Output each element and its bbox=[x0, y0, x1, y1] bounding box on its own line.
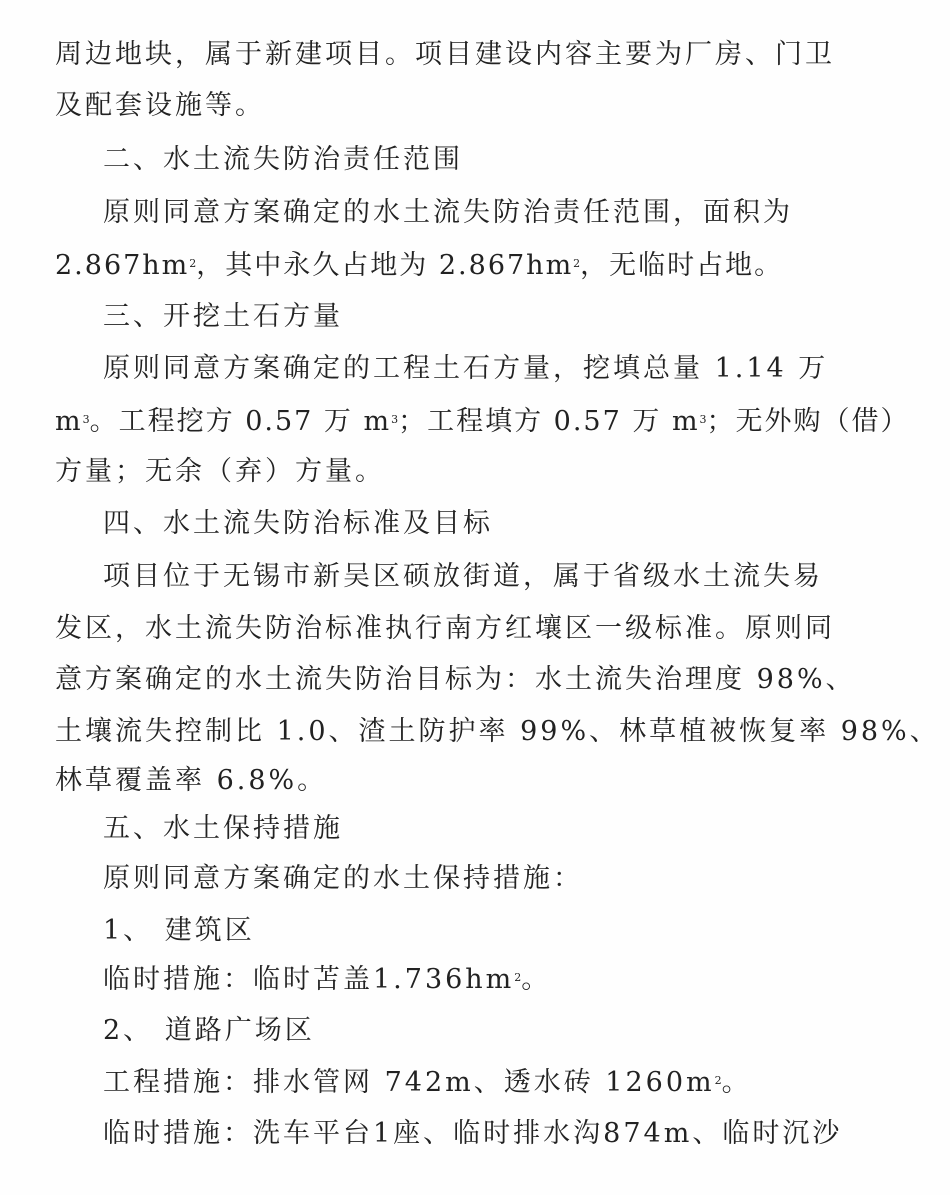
text: 土壤流失控制比 1.0、渣土防护率 99%、林草植被恢复率 98%、 bbox=[55, 716, 940, 747]
text: ，其中永久占地为 2.867hm bbox=[196, 250, 574, 281]
text: 三、开挖土石方量 bbox=[103, 301, 343, 332]
superscript: 2 bbox=[573, 257, 581, 270]
text: 发区，水土流失防治标准执行南方红壤区一级标准。原则同 bbox=[55, 613, 835, 644]
paragraph-line bbox=[55, 663, 856, 697]
text: 原则同意方案确定的工程土石方量，挖填总量 1.14 万 bbox=[103, 353, 829, 384]
text: m bbox=[55, 406, 83, 437]
text: 工程措施：排水管网 742m、透水砖 1260m bbox=[103, 1067, 715, 1098]
superscript: 2 bbox=[514, 971, 522, 984]
subsection-heading-2 bbox=[103, 1014, 315, 1048]
paragraph-line bbox=[103, 560, 823, 594]
paragraph-line bbox=[55, 764, 327, 798]
superscript: 3 bbox=[391, 413, 399, 426]
text: 林草覆盖率 6.8%。 bbox=[55, 765, 328, 796]
text: 及配套设施等。 bbox=[55, 90, 265, 121]
text: 2、 道路广场区 bbox=[103, 1015, 315, 1046]
text: 二、水土流失防治责任范围 bbox=[103, 144, 463, 175]
paragraph-line bbox=[55, 612, 835, 646]
paragraph-line bbox=[103, 1117, 842, 1151]
text: 五、水土保持措施 bbox=[103, 813, 343, 844]
text: 原则同意方案确定的水土保持措施： bbox=[103, 863, 583, 894]
paragraph-line bbox=[103, 196, 793, 230]
text: 意方案确定的水土流失防治目标为：水土流失治理度 98%、 bbox=[55, 664, 856, 695]
text: 。工程挖方 0.57 万 m bbox=[89, 406, 392, 437]
text: 1、 建筑区 bbox=[103, 915, 255, 946]
text: 原则同意方案确定的水土流失防治责任范围，面积为 bbox=[103, 197, 793, 228]
paragraph-line bbox=[103, 963, 551, 997]
text: 2.867hm bbox=[55, 250, 190, 281]
text: 。 bbox=[721, 1067, 752, 1098]
text: 临时措施：洗车平台1座、临时排水沟874m、临时沉沙 bbox=[103, 1118, 843, 1149]
paragraph-line bbox=[55, 249, 783, 283]
text: 方量；无余（弃）方量。 bbox=[55, 456, 385, 487]
text: 项目位于无锡市新吴区硕放街道，属于省级水土流失易 bbox=[103, 561, 823, 592]
text: ；工程填方 0.57 万 m bbox=[398, 406, 700, 437]
section-heading-2 bbox=[103, 143, 463, 177]
text: 。 bbox=[521, 964, 552, 995]
section-heading-4 bbox=[103, 507, 493, 541]
text: 四、水土流失防治标准及目标 bbox=[103, 508, 493, 539]
text: 周边地块，属于新建项目。项目建设内容主要为厂房、门卫 bbox=[55, 39, 835, 70]
superscript: 2 bbox=[189, 257, 197, 270]
text: ；无外购（借） bbox=[706, 406, 910, 437]
paragraph-line bbox=[55, 455, 385, 489]
superscript: 2 bbox=[714, 1074, 722, 1087]
section-heading-3 bbox=[103, 300, 343, 334]
text: ，无临时占地。 bbox=[580, 250, 784, 281]
paragraph-line bbox=[55, 89, 265, 123]
superscript: 3 bbox=[699, 413, 707, 426]
paragraph-line bbox=[55, 38, 835, 72]
paragraph-line bbox=[103, 1066, 752, 1100]
paragraph-line bbox=[103, 862, 583, 896]
superscript: 3 bbox=[82, 413, 90, 426]
text: 临时措施：临时苫盖1.736hm bbox=[103, 964, 515, 995]
paragraph-line bbox=[103, 352, 828, 386]
section-heading-5 bbox=[103, 812, 343, 846]
paragraph-line bbox=[55, 715, 940, 749]
subsection-heading-1 bbox=[103, 914, 255, 948]
paragraph-line bbox=[55, 405, 910, 439]
